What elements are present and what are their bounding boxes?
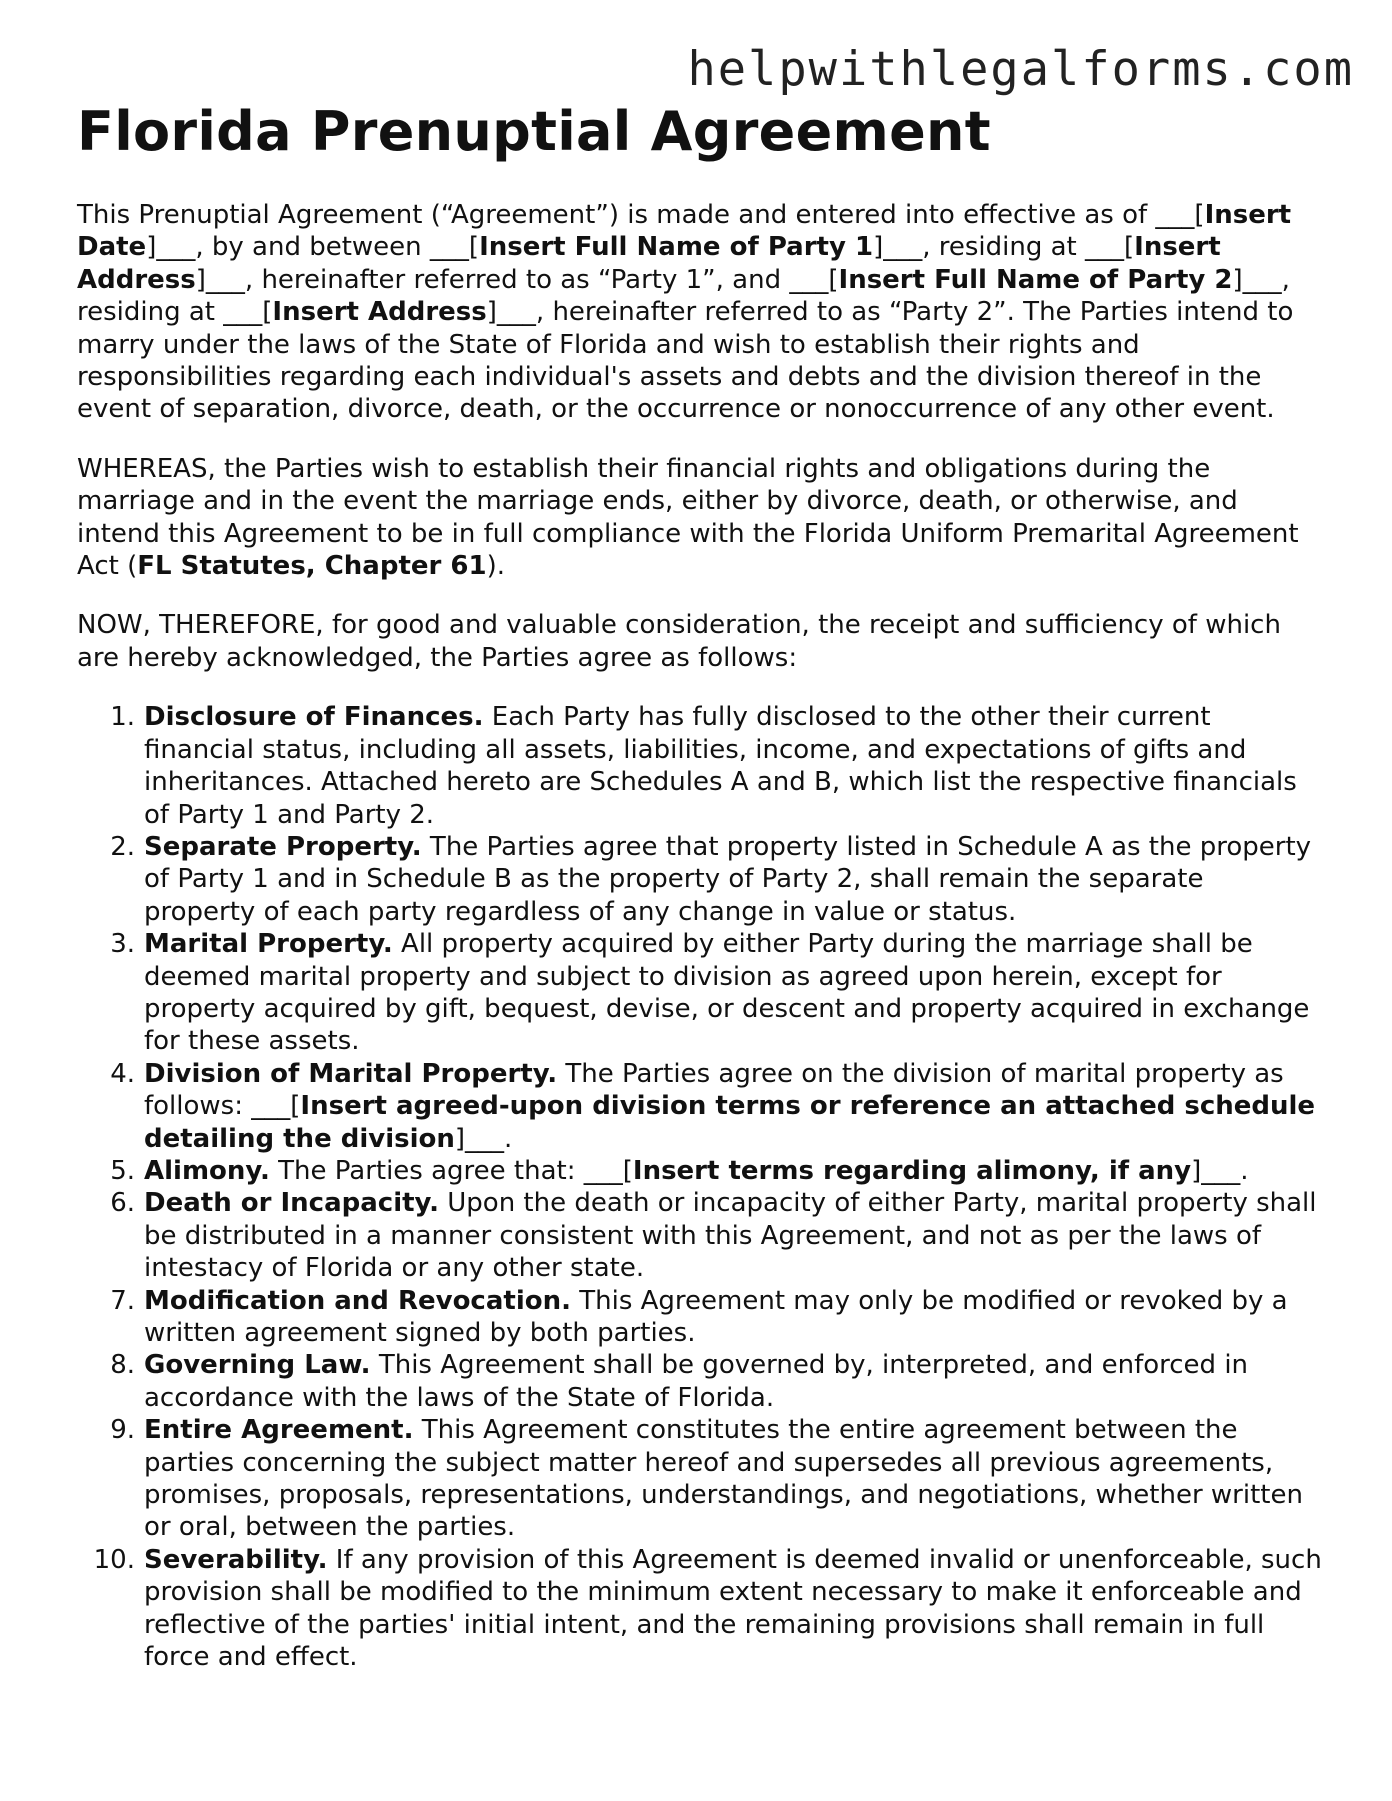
item-number: 6. [110,1188,135,1219]
item-heading: Entire Agreement. [144,1415,414,1446]
intro-text: ]___, hereinafter referred to as “Party 2”. The Parties intend to marry under the laws of the State of Florida and wish to establish their rights and responsibilities regarding each individual's assets and debts and the division thereof in the event of separation, divorce, death, or the occurrence or nonoccurrence of any other event. [77,297,1294,425]
item-number: 3. [110,929,135,960]
intro-text: ]___, by and between ___[ [146,232,480,263]
placeholder-division-terms: Insert agreed-upon division terms or reference an attached schedule detailing the division [144,1091,1316,1154]
whereas-text: WHEREAS, the Parties wish to establish their financial rights and obligations during the marriage and in the event the marriage ends, either by divorce, death, or otherwise, and intend this Agreement to be in full compliance with the Florida Uniform Premarital Agreement Act ( [77,453,1299,582]
item-text: This Agreement constitutes the entire agreement between the parties concerning the subject matter hereof and supersedes all previous agreements, promises, proposals, representations, understandings, and negotiations, whether written or oral, between the parties. [144,1415,1303,1543]
site-watermark: helpwithlegalforms.com [687,42,1354,97]
item-text: ]___. [454,1123,513,1154]
item-text: All property acquired by either Party during the marriage shall be deemed marital property and subject to division as agreed upon herein, except for property acquired by gift, bequest, devise, or descent and property acquired in exchange for these assets. [144,929,1310,1057]
item-heading: Alimony. [144,1155,270,1186]
item-number: 1. [110,702,135,733]
item-heading: Governing Law. [144,1350,371,1381]
list-item [110,831,1322,928]
placeholder-alimony-terms: Insert terms regarding alimony, if any [632,1155,1192,1186]
intro-paragraph [77,199,1322,426]
item-text: The Parties agree that: ___[ [269,1155,633,1186]
list-item [93,1544,1322,1674]
item-text: If any provision of this Agreement is deemed invalid or unenforceable, such provision shall be modified to the minimum extent necessary to make it enforceable and reflective of the parties' initial intent, and the remaining provisions shall remain in full force and effect. [144,1544,1322,1673]
item-text: The Parties agree on the division of marital property as follows: ___[ [144,1058,1284,1122]
list-item [110,1058,1322,1155]
whereas-text: ). [486,551,506,582]
intro-text: ]___, residing at ___[ [77,264,1290,328]
placeholder-party2-address: Insert Address [272,297,487,328]
item-heading: Severability. [144,1544,328,1575]
item-heading: Death or Incapacity. [144,1188,439,1219]
intro-text: ]___, residing at ___[ [873,232,1135,263]
now-therefore-paragraph: NOW, THEREFORE, for good and valuable consideration, the receipt and sufficiency of which are hereby acknowledged, the Parties agree as follows: [77,610,1281,673]
placeholder-party1-address: Insert Address [77,232,1221,295]
document-title: Florida Prenuptial Agreement [77,100,991,163]
item-text: Each Party has fully disclosed to the other their current financial status, including all assets, liabilities, income, and expectations of gifts and inheritances. Attached hereto are Schedules A and B, which list the respective financials of Party 1 and Party 2. [144,702,1297,830]
placeholder-party1-name: Insert Full Name of Party 1 [479,232,874,263]
whereas-paragraph [77,453,1322,583]
list-item [110,928,1322,1058]
terms-list [77,701,1322,1673]
placeholder-party2-name: Insert Full Name of Party 2 [838,264,1233,295]
item-text: Upon the death or incapacity of either Party, marital property shall be distributed in a manner consistent with this Agreement, and not as per the laws of intestacy of Florida or any other state. [144,1188,1317,1284]
list-item [110,1155,1322,1187]
item-heading: Marital Property. [144,929,393,960]
item-number: 9. [110,1415,135,1446]
item-number: 2. [110,831,135,862]
item-text: The Parties agree that property listed in Schedule A as the property of Party 1 and in Schedule B as the property of Party 2, shall remain the separate property of each party regardless of any change in value or status. [144,831,1312,927]
item-number: 5. [110,1155,135,1186]
list-item [110,701,1322,831]
item-number: 10. [93,1544,135,1575]
list-item [110,1349,1322,1414]
intro-text: ]___, hereinafter referred to as “Party 1”, and ___[ [195,264,839,295]
item-number: 7. [110,1285,135,1316]
item-text: This Agreement may only be modified or revoked by a written agreement signed by both parties. [144,1285,1288,1348]
list-item [110,1187,1322,1284]
item-number: 8. [110,1350,135,1381]
statute-reference: FL Statutes, Chapter 61 [137,551,487,582]
placeholder-date: Insert Date [77,200,1292,263]
list-item [110,1285,1322,1350]
item-heading: Separate Property. [144,831,422,862]
intro-text: This Prenuptial Agreement (“Agreement”) is made and entered into effective as of ___[ [77,200,1205,230]
item-number: 4. [110,1058,135,1089]
document-page [77,99,1322,1673]
item-text: ]___. [1191,1155,1249,1186]
item-heading: Modification and Revocation. [144,1285,571,1316]
item-text: This Agreement shall be governed by, interpreted, and enforced in accordance with the laws of the State of Florida. [144,1350,1249,1413]
item-heading: Division of Marital Property. [144,1058,558,1089]
list-item [110,1414,1322,1544]
item-heading: Disclosure of Finances. [144,702,484,733]
